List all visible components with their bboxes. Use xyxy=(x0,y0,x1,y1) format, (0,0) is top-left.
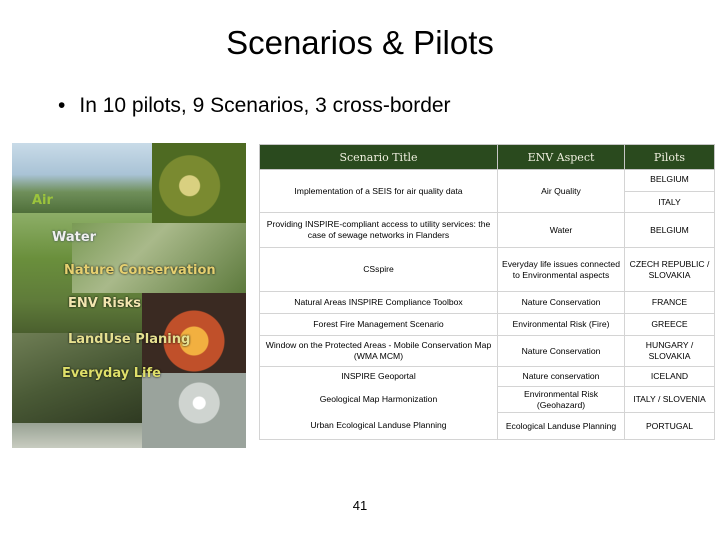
pilot-country: BELGIUM xyxy=(650,174,689,185)
pilots: CZECH REPUBLIC / SLOVAKIA xyxy=(625,248,715,292)
table-row xyxy=(260,387,715,413)
scenario-title: Geological Map Harmonization xyxy=(260,387,498,413)
pilots: ITALY / SLOVENIA xyxy=(625,387,715,413)
scenario-title: Implementation of a SEIS for air quality data xyxy=(260,170,498,213)
collage-label-air: Air xyxy=(32,193,53,208)
scenarios-table xyxy=(259,144,715,440)
table-row xyxy=(260,413,715,440)
scenario-title: CSspire xyxy=(260,248,498,292)
env-aspect: Nature Conservation xyxy=(498,336,625,367)
pilots: ICELAND xyxy=(625,367,715,387)
scenario-title: Natural Areas INSPIRE Compliance Toolbox xyxy=(260,292,498,314)
pilots xyxy=(625,170,715,213)
table-row xyxy=(260,314,715,336)
table-row xyxy=(260,170,715,213)
collage-label-env-risks: ENV Risks xyxy=(68,296,141,311)
collage-label-landuse-planing: LandUse Planing xyxy=(68,332,191,347)
env-aspect: Water xyxy=(498,213,625,248)
table-row xyxy=(260,367,715,387)
header-pilots: Pilots xyxy=(625,145,715,170)
table-row xyxy=(260,213,715,248)
collage-label-everyday-life: Everyday Life xyxy=(62,366,161,381)
header-scenario-title: Scenario Title xyxy=(260,145,498,170)
table-row xyxy=(260,248,715,292)
pilots: HUNGARY / SLOVAKIA xyxy=(625,336,715,367)
env-aspect: Environmental Risk (Geohazard) xyxy=(498,387,625,413)
pilot-country: ITALY xyxy=(625,191,714,208)
pilots: FRANCE xyxy=(625,292,715,314)
pilots: GREECE xyxy=(625,314,715,336)
scenario-title: Providing INSPIRE-compliant access to utility services: the case of sewage networks in Flanders xyxy=(260,213,498,248)
scenario-title: Urban Ecological Landuse Planning xyxy=(260,413,498,440)
env-aspect: Air Quality xyxy=(498,170,625,213)
aerial-city-image xyxy=(72,223,246,293)
water-drop-image xyxy=(142,373,246,448)
env-aspect: Everyday life issues connected to Environmental aspects xyxy=(498,248,625,292)
bullet-dot-icon: • xyxy=(58,94,66,117)
pilots: PORTUGAL xyxy=(625,413,715,440)
scenario-title: INSPIRE Geoportal xyxy=(260,367,498,387)
env-aspect: Environmental Risk (Fire) xyxy=(498,314,625,336)
env-aspect: Nature Conservation xyxy=(498,292,625,314)
bullet-point xyxy=(58,94,451,118)
collage-label-water: Water xyxy=(52,230,97,245)
environment-photo-collage xyxy=(12,143,246,448)
table-row xyxy=(260,336,715,367)
pilots: BELGIUM xyxy=(625,213,715,248)
slide-title: Scenarios & Pilots xyxy=(226,24,494,61)
scenario-title: Window on the Protected Areas - Mobile Conservation Map (WMA MCM) xyxy=(260,336,498,367)
env-aspect: Nature conservation xyxy=(498,367,625,387)
header-env-aspect: ENV Aspect xyxy=(498,145,625,170)
bullet-text: In 10 pilots, 9 Scenarios, 3 cross-border xyxy=(79,94,451,117)
table-header-row xyxy=(260,145,715,170)
table-row xyxy=(260,292,715,314)
page-number: 41 xyxy=(352,498,368,513)
scenario-title: Forest Fire Management Scenario xyxy=(260,314,498,336)
collage-label-nature-conservation: Nature Conservation xyxy=(64,263,216,278)
env-aspect: Ecological Landuse Planning xyxy=(498,413,625,440)
